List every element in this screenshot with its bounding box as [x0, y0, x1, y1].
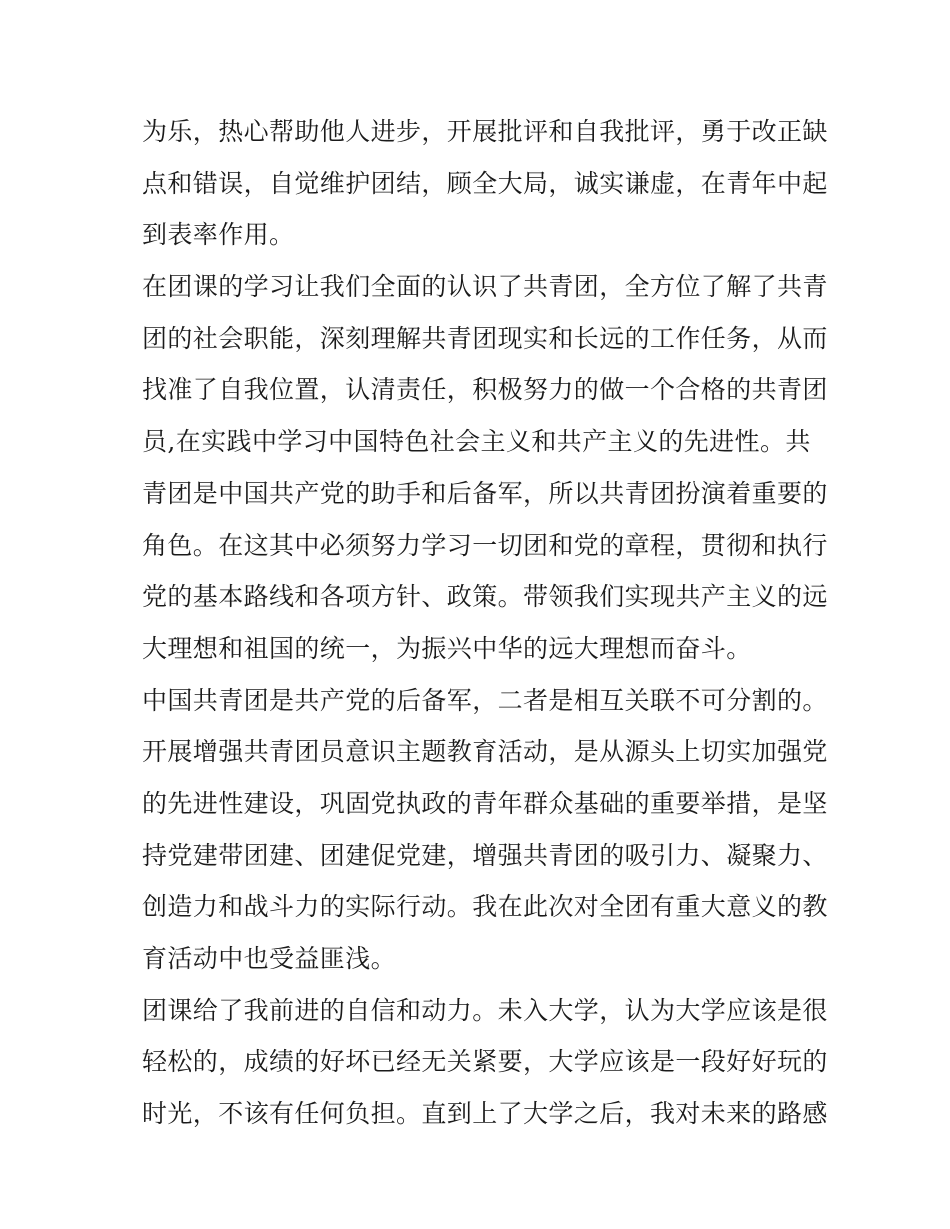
text-line: 党的基本路线和各项方针、政策。带领我们实现共产主义的远: [142, 582, 828, 612]
text-line: 到表率作用。: [142, 220, 295, 250]
body-text: [142, 106, 828, 1140]
text-line: 育活动中也受益匪浅。: [142, 944, 397, 973]
text-line: 角色。在这其中必须努力学习一切团和党的章程，贯彻和执行: [142, 530, 828, 560]
text-line: 轻松的，成绩的好坏已经无关紧要，大学应该是一段好好玩的: [142, 1047, 828, 1077]
text-line: 员,在实践中学习中国特色社会主义和共产主义的先进性。共: [142, 427, 811, 457]
text-line: 点和错误，自觉维护团结，顾全大局，诚实谦虚，在青年中起: [142, 168, 828, 198]
text-line: 青团是中国共产党的助手和后备军，所以共青团扮演着重要的: [142, 478, 828, 508]
text-line: 为乐，热心帮助他人进步，开展批评和自我批评，勇于改正缺: [142, 117, 828, 146]
text-line: 开展增强共青团员意识主题教育活动，是从源头上切实加强党: [142, 737, 828, 767]
text-line: 创造力和战斗力的实际行动。我在此次对全团有重大意义的教: [142, 892, 828, 922]
text-line: 的先进性建设，巩固党执政的青年群众基础的重要举措，是坚: [142, 788, 828, 818]
text-line: 团的社会职能，深刻理解共青团现实和长远的工作任务，从而: [142, 323, 828, 353]
text-line: 时光，不该有任何负担。直到上了大学之后，我对未来的路感: [142, 1099, 828, 1129]
text-line: 大理想和祖国的统一，为振兴中华的远大理想而奋斗。: [142, 633, 752, 663]
text-line: 中国共青团是共产党的后备军，二者是相互关联不可分割的。: [142, 685, 828, 715]
text-line: 找准了自我位置，认清责任，积极努力的做一个合格的共青团: [142, 375, 828, 405]
text-line: 团课给了我前进的自信和动力。未入大学，认为大学应该是很: [142, 995, 828, 1025]
text-line: 在团课的学习让我们全面的认识了共青团，全方位了解了共青: [142, 272, 828, 302]
text-line: 持党建带团建、团建促党建，增强共青团的吸引力、凝聚力、: [142, 840, 828, 870]
